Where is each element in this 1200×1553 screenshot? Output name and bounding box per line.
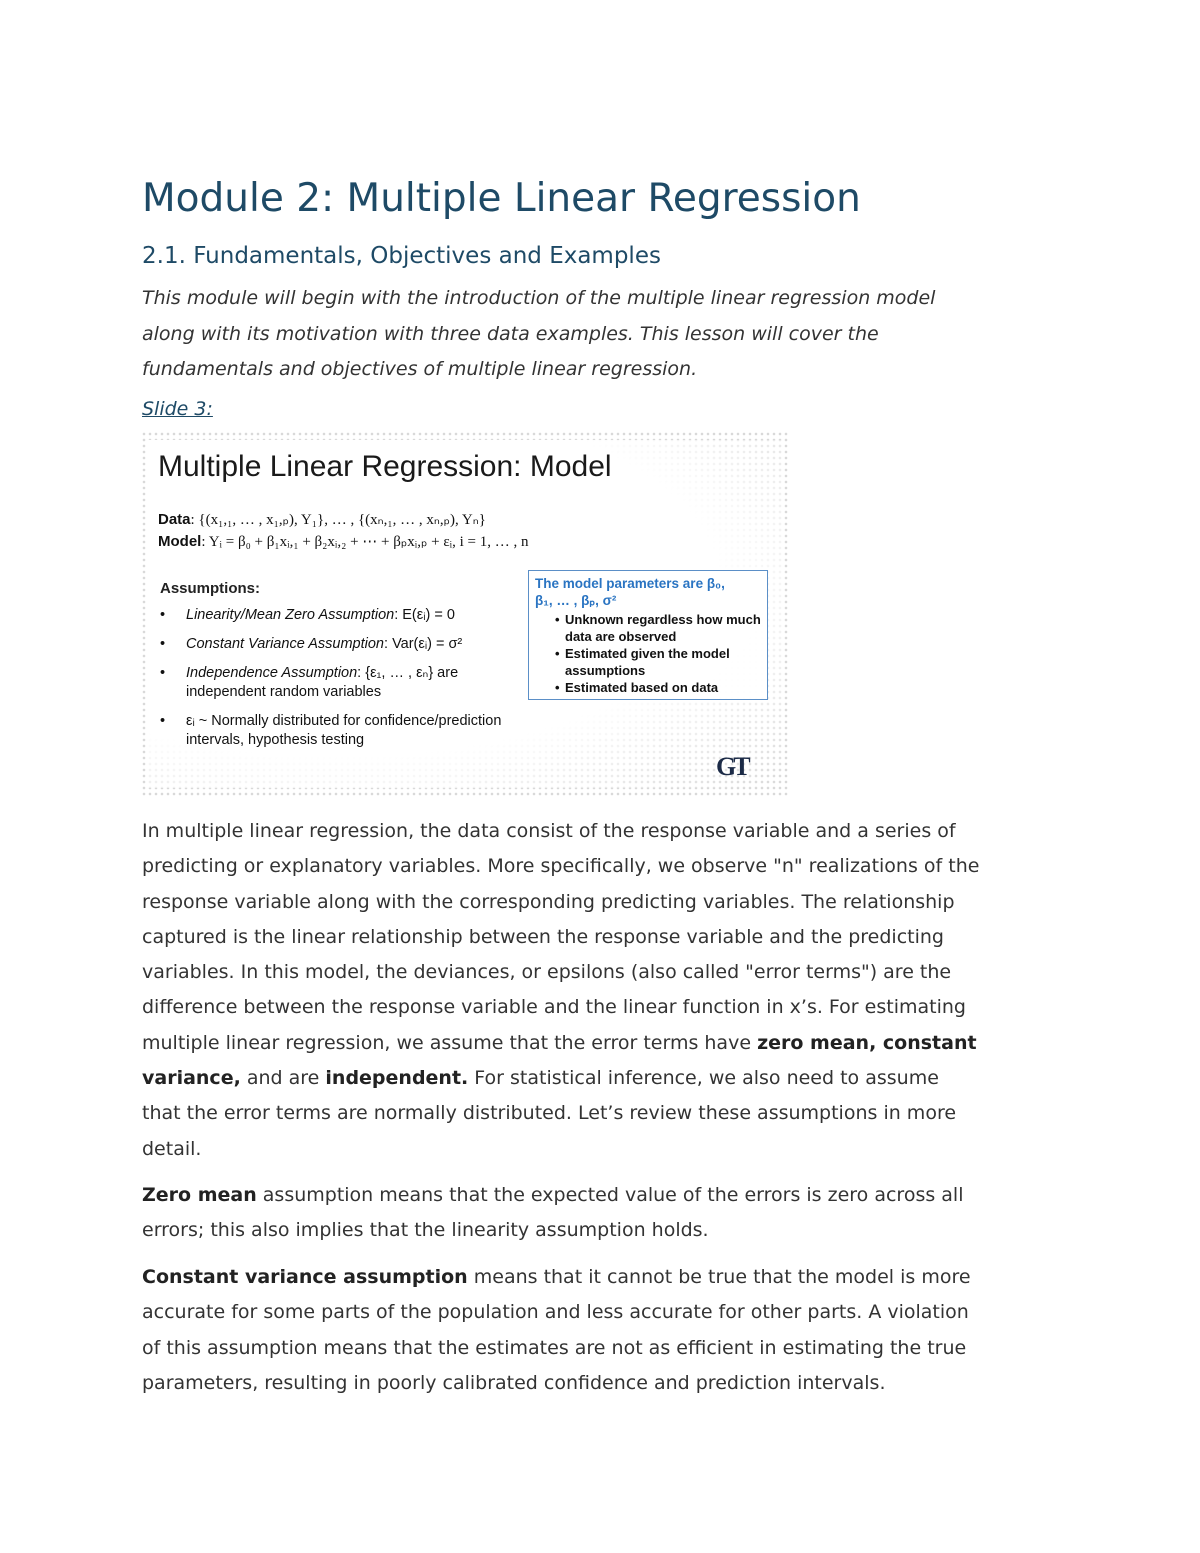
slide-box-item: • Unknown regardless how much data are observed bbox=[535, 611, 761, 645]
slide-image bbox=[142, 432, 790, 796]
gt-logo: GT bbox=[716, 752, 748, 781]
section-heading: 2.1. Fundamentals, Objectives and Examples bbox=[142, 243, 661, 269]
intro-line: This module will begin with the introduction of the multiple linear regression model bbox=[142, 287, 936, 309]
slide-assumption: • Linearity/Mean Zero Assumption: E(εᵢ) = 0 bbox=[158, 606, 518, 625]
slide-content bbox=[148, 440, 784, 788]
slide-parameters-box bbox=[528, 570, 768, 700]
slide-data-formula: : {(x₁,₁, … , x₁,ₚ), Y₁}, … , {(xₙ,₁, … , xₙ,ₚ), Yₙ} bbox=[190, 512, 486, 528]
paragraph-constant-variance: Constant variance assumption means that it cannot be true that the model is more accurate for some parts of the population and less accurate for other parts. A violation of this assumption means that the estimates are not as efficient in estimating the true parameters, resulting in poorly calibrated confidence and prediction intervals. bbox=[142, 1266, 971, 1394]
page-title: Module 2: Multiple Linear Regression bbox=[142, 176, 861, 221]
paragraph-zero-mean: Zero mean assumption means that the expected value of the errors is zero across all errors; this also implies that the linearity assumption holds. bbox=[142, 1184, 964, 1242]
slide-box-item: • Estimated given the model assumptions bbox=[535, 645, 761, 679]
intro-paragraph bbox=[142, 281, 1042, 388]
emphasis-zero-mean-constant: zero mean, constant bbox=[757, 1031, 977, 1054]
slide-data-label: Data bbox=[158, 511, 191, 528]
slide-assumption: • Constant Variance Assumption: Var(εᵢ) = σ² bbox=[158, 635, 518, 654]
slide-box-list bbox=[535, 611, 761, 696]
slide-data-line bbox=[158, 510, 486, 529]
slide-link[interactable]: Slide 3: bbox=[142, 398, 213, 420]
term-constant-variance: Constant variance assumption bbox=[142, 1266, 468, 1288]
slide-assumptions-title: Assumptions: bbox=[160, 580, 261, 597]
intro-line: along with its motivation with three data examples. This lesson will cover the bbox=[142, 322, 879, 345]
slide-box-title: The model parameters are β₀, β₁, … , βₚ, σ² bbox=[535, 576, 725, 608]
term-zero-mean: Zero mean bbox=[142, 1184, 257, 1206]
emphasis-independent: independent. bbox=[325, 1067, 469, 1090]
slide-assumption: • Independence Assumption: {ε₁, … , εₙ} are independent random variables bbox=[158, 664, 518, 702]
slide-model-line bbox=[158, 532, 529, 551]
slide-box-item: • Estimated based on data bbox=[535, 679, 761, 696]
slide-model-formula: : Yᵢ = β₀ + β₁xᵢ,₁ + β₂xᵢ,₂ + ⋯ + βₚxᵢ,ₚ + εᵢ, i = 1, … , n bbox=[201, 534, 529, 550]
emphasis-variance: variance, bbox=[142, 1067, 241, 1090]
paragraph-regression-overview: In multiple linear regression, the data consist of the response variable and a series of predicting or explanatory variables. More specifically, we observe "n" realizations of the response variable along with the corresponding predicting variables. The relationship captured is the linear relationship between the response variable and the predicting variables. In this model, the deviances, or epsilons (also called "error terms") are the difference between the response variable and the linear function in x’s. For estimating multiple linear regression, we assume that the error terms have zero mean, constant variance, and are independent. For statistical inference, we also need to assume that the error terms are normally distributed. Let’s review these assumptions in more detail. bbox=[142, 820, 980, 1160]
intro-line: fundamentals and objectives of multiple linear regression. bbox=[142, 358, 698, 380]
slide-assumption: • εᵢ ~ Normally distributed for confidence/prediction intervals, hypothesis testing bbox=[158, 712, 518, 750]
slide-model-label: Model bbox=[158, 533, 202, 550]
slide-assumptions-list bbox=[158, 606, 518, 760]
slide-title: Multiple Linear Regression: Model bbox=[158, 450, 612, 483]
